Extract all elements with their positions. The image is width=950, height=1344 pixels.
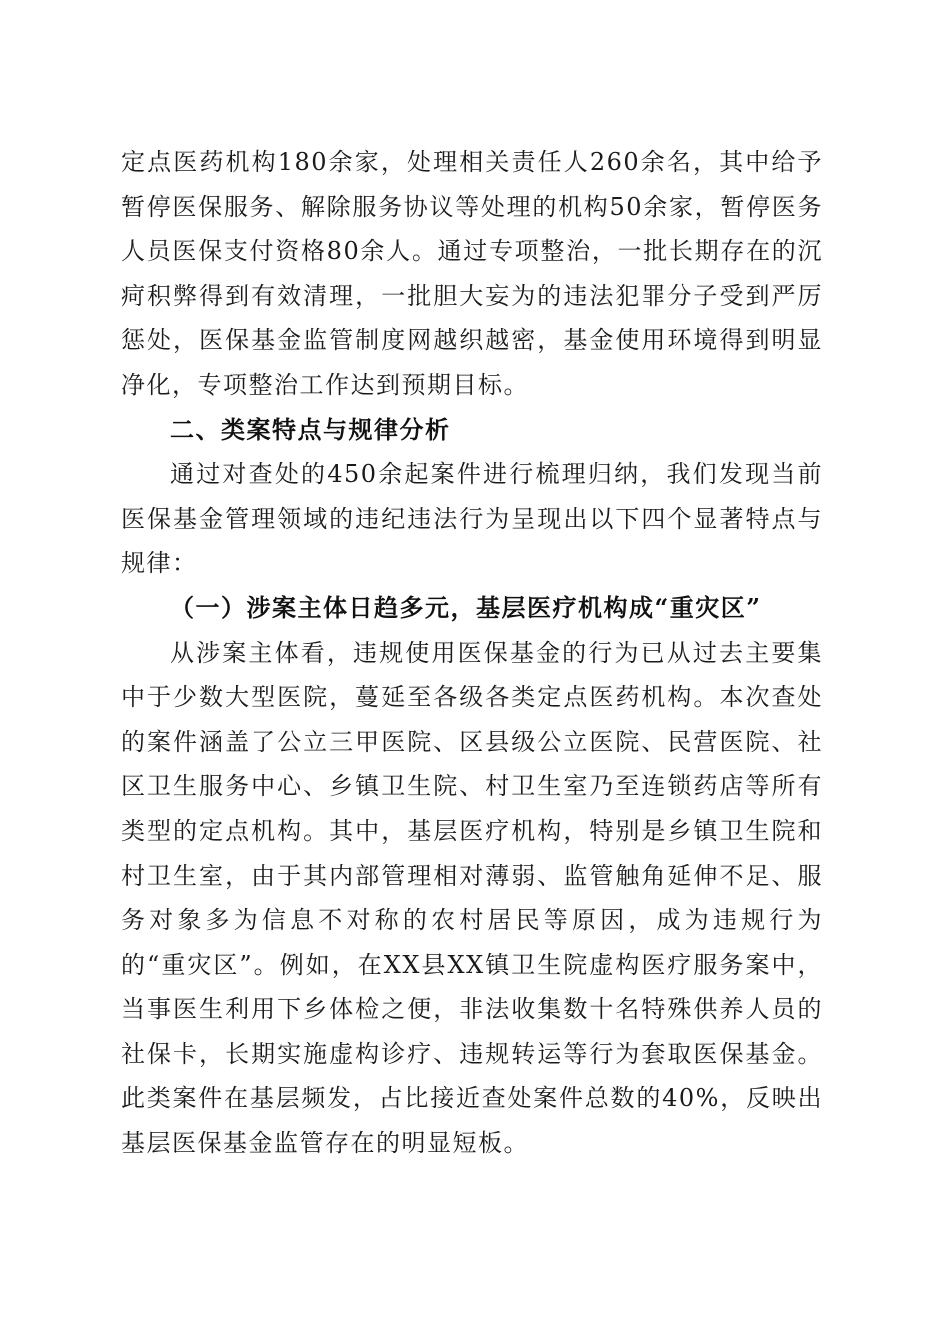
paragraph-intro: 通过对查处的450余起案件进行梳理归纳，我们发现当前医保基金管理领域的违纪违法行为呈现出以下四个显著特点与规律： (121, 460, 823, 578)
paragraph-body: 从涉案主体看，违规使用医保基金的行为已从过去主要集中于少数大型医院，蔓延至各级各类定点医药机构。本次查处的案件涵盖了公立三甲医院、区县级公立医院、民营医院、社区卫生服务中心、乡镇卫生院、村卫生室乃至连锁药店等所有类型的定点机构。其中，基层医疗机构，特别是乡镇卫生院和村卫生室，由于其内部管理相对薄弱、监管触角延伸不足、服务对象多为信息不对称的农村居民等原因，成为违规行为的“重灾区”。例如，在XX县XX镇卫生院虚构医疗服务案中，当事医生利用下乡体检之便，非法收集数十名特殊供养人员的社保卡，长期实施虚构诊疗、违规转运等行为套取医保基金。此类案件在基层频发，占比接近查处案件总数的40%，反映出基层医保基金监管存在的明显短板。 (121, 638, 823, 1158)
paragraph-continuation: 定点医药机构180余家，处理相关责任人260余名，其中给予暂停医保服务、解除服务协议等处理的机构50余家，暂停医务人员医保支付资格80余人。通过专项整治，一批长期存在的沉疴积弊得到有效清理，一批胆大妄为的违法犯罪分子受到严厉惩处，医保基金监管制度网越织越密，基金使用环境得到明显净化，专项整治工作达到预期目标。 (121, 148, 823, 399)
section-heading: 二、类案特点与规律分析 (170, 415, 451, 444)
subsection-heading: （一）涉案主体日趋多元，基层医疗机构成“重灾区” (170, 592, 762, 622)
